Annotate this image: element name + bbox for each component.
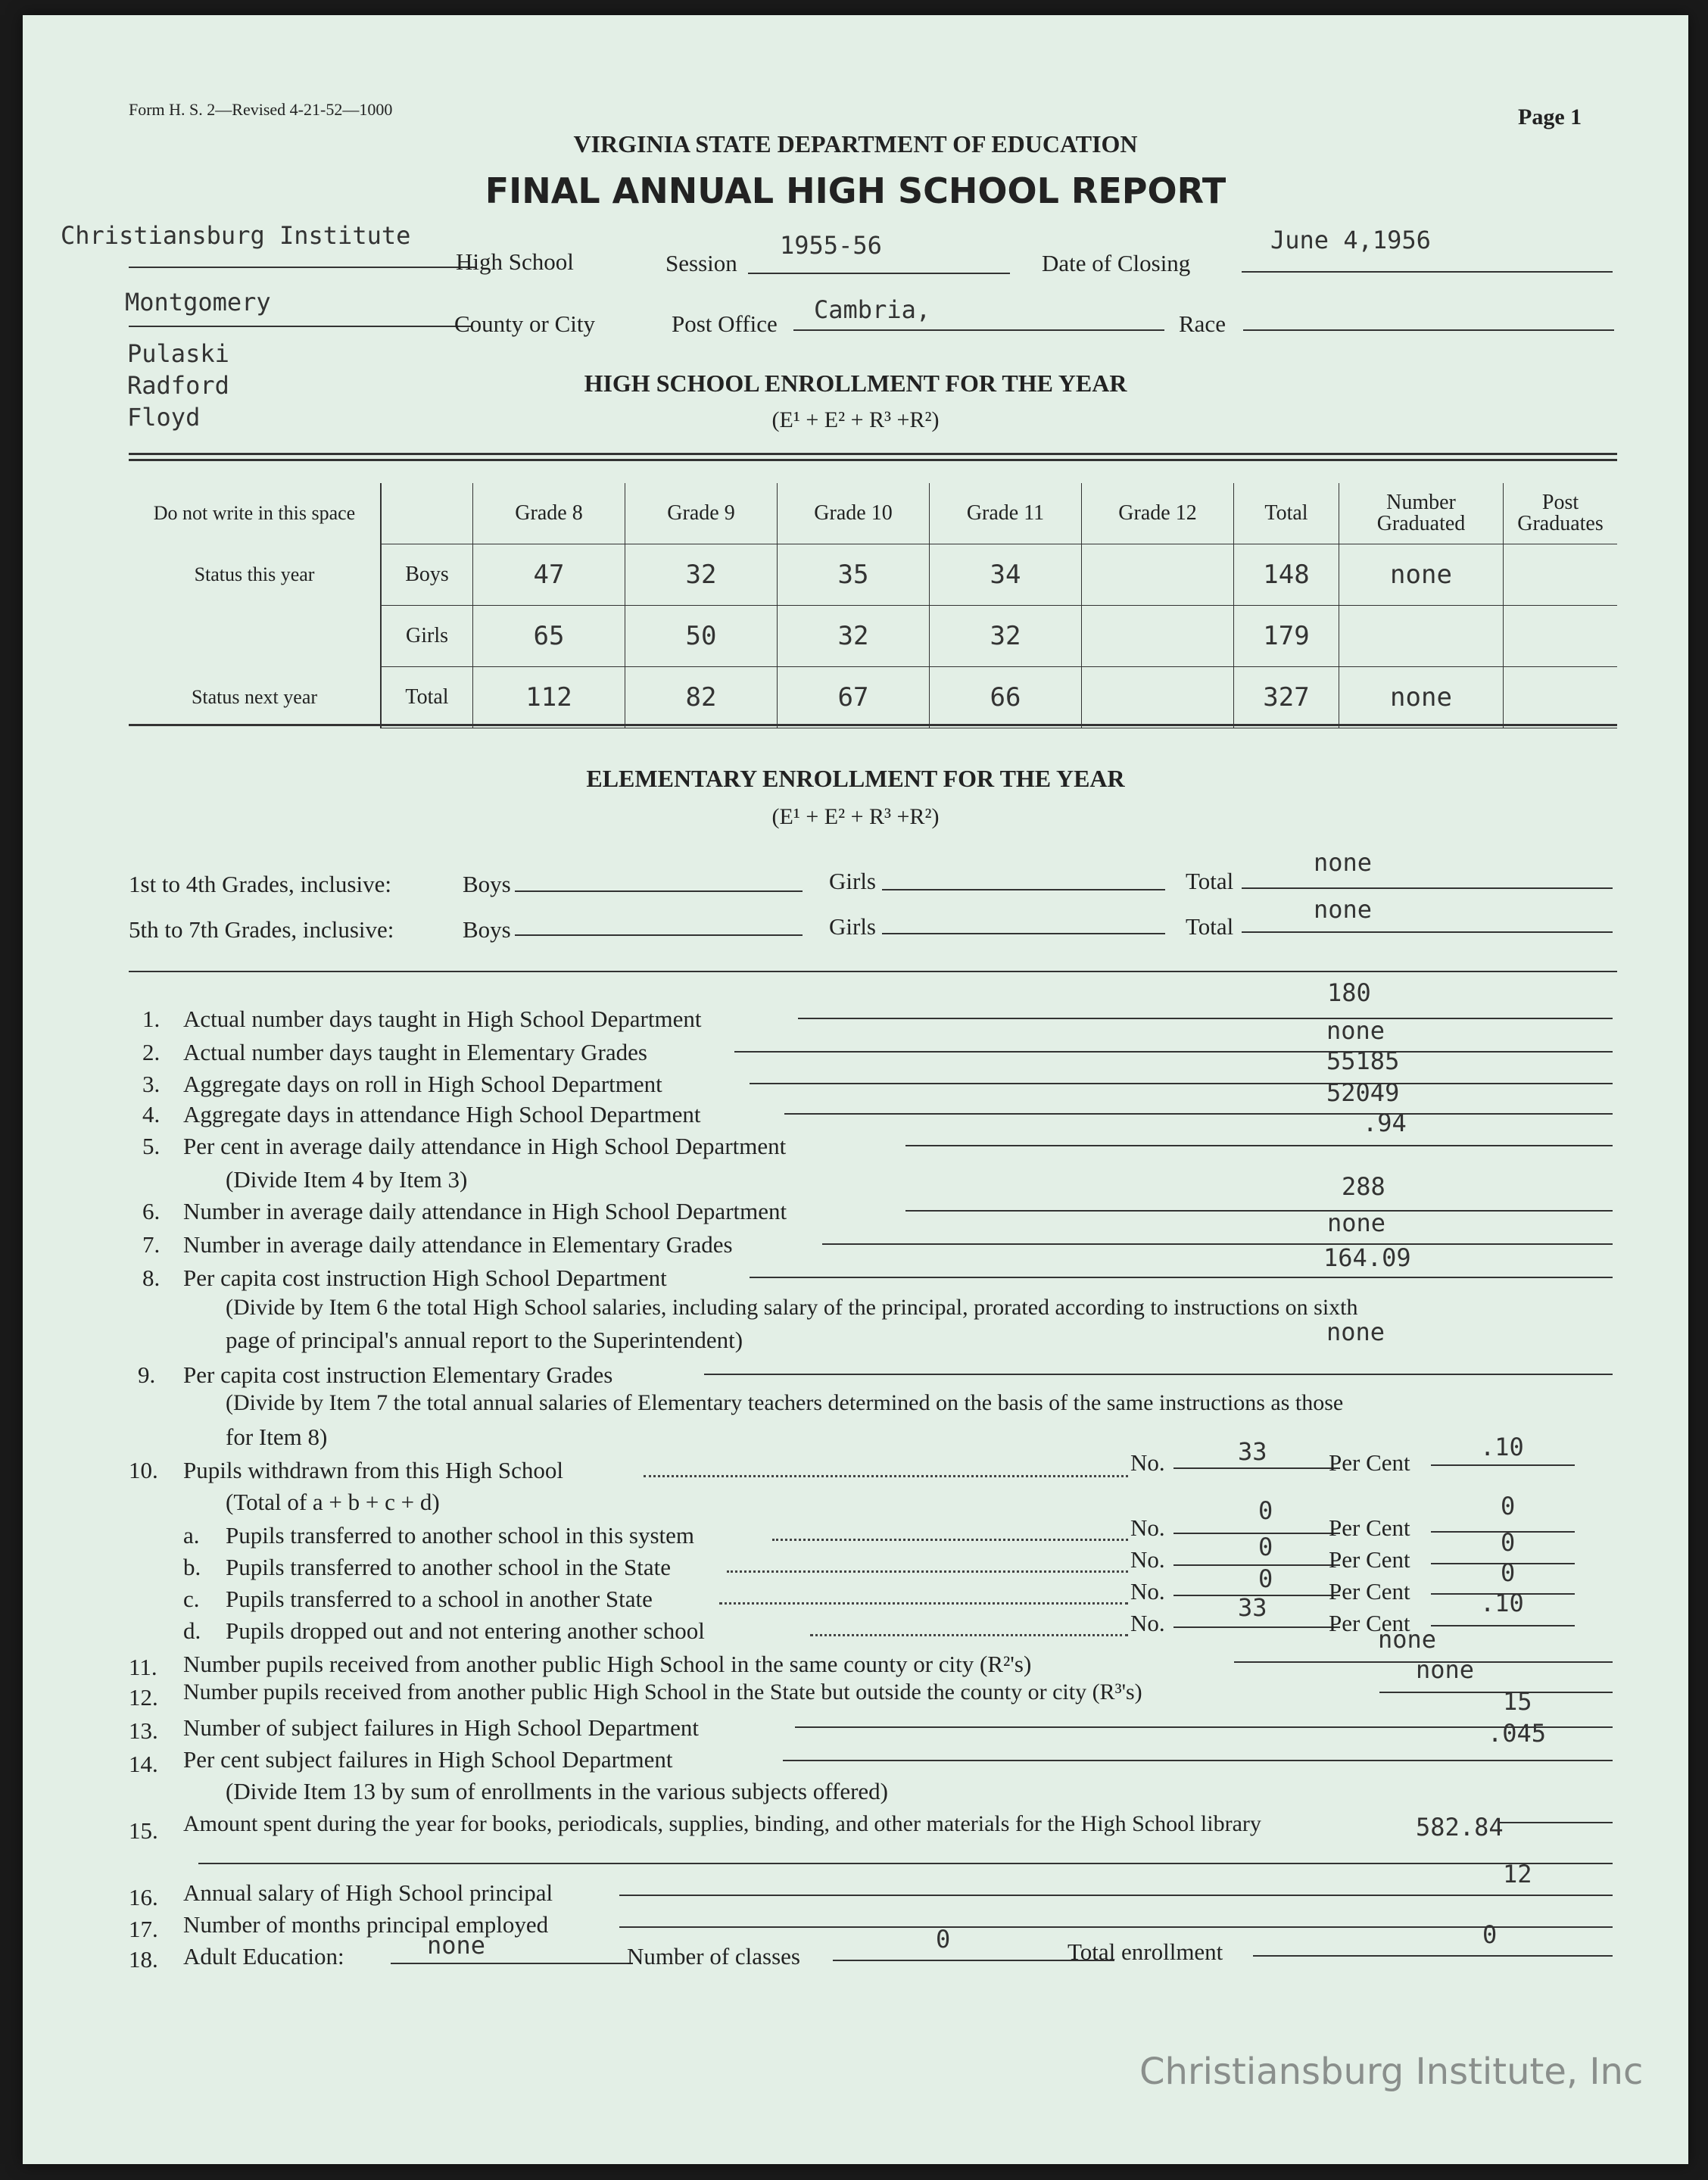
total-grade-12 <box>1082 667 1234 728</box>
item-7-num: 7. <box>142 1231 161 1258</box>
item-4-num: 4. <box>142 1101 161 1127</box>
item-17-value: 12 <box>1503 1860 1532 1888</box>
item-6-text: Number in average daily attendance in High School Department <box>183 1198 787 1224</box>
boys-post-graduates <box>1504 544 1618 606</box>
boys-total: 148 <box>1234 544 1339 606</box>
item-c-no-label: No. <box>1130 1578 1165 1605</box>
elem-row1-boys-label: Boys <box>463 871 511 897</box>
report-page <box>23 15 1688 2164</box>
item-14-value: .045 <box>1488 1719 1547 1748</box>
total-grade-10: 67 <box>778 667 930 728</box>
item-d-pct: .10 <box>1480 1589 1524 1617</box>
item-11-text: Number pupils received from another public High School in the same county or city (R²'s) <box>183 1651 1032 1677</box>
grand-total: 327 <box>1234 667 1339 728</box>
item-7-text: Number in average daily attendance in Elementary Grades <box>183 1231 733 1258</box>
item-b-no: 0 <box>1258 1533 1273 1561</box>
item-5-value: .94 <box>1363 1109 1407 1137</box>
county-pulaski: Pulaski <box>127 339 229 368</box>
item-d-text: Pupils dropped out and not entering another school <box>226 1617 705 1644</box>
row-girls-label: Girls <box>381 606 473 667</box>
item-18-classes-label: Number of classes <box>627 1943 800 1969</box>
item-16-num: 16. <box>129 1884 158 1910</box>
item-3-value: 55185 <box>1326 1046 1400 1075</box>
page-label: Page 1 <box>1518 104 1582 129</box>
col-grade-8: Grade 8 <box>473 483 625 544</box>
item-18-total-value: 0 <box>1482 1920 1498 1949</box>
item-10-text: Pupils withdrawn from this High School <box>183 1457 564 1483</box>
col-post-graduates: Post Graduates <box>1504 483 1618 544</box>
girls-post-graduates <box>1504 606 1618 667</box>
county-label: County or City <box>454 310 596 337</box>
item-9-text: Per capita cost instruction Elementary Grades <box>183 1361 613 1388</box>
item-9-note-2: for Item 8) <box>226 1424 328 1450</box>
item-15-text: Amount spent during the year for books, periodicals, supplies, binding, and other materials for the High School library <box>183 1811 1261 1836</box>
girls-grade-8: 65 <box>473 606 625 667</box>
form-id: Form H. S. 2—Revised 4-21-52—1000 <box>129 100 393 119</box>
item-10-pct-label: Per Cent <box>1329 1449 1410 1476</box>
item-a-pct-label: Per Cent <box>1329 1514 1410 1541</box>
item-8-value: 164.09 <box>1323 1243 1411 1272</box>
total-graduated: none <box>1339 667 1504 728</box>
school-value: Christiansburg Institute <box>61 221 411 250</box>
item-2-value: none <box>1326 1016 1385 1045</box>
col-grade-11: Grade 11 <box>930 483 1082 544</box>
item-17-text: Number of months principal employed <box>183 1911 549 1938</box>
girls-grade-10: 32 <box>778 606 930 667</box>
status-this-year: Status this year <box>129 544 381 606</box>
item-13-text: Number of subject failures in High School Department <box>183 1714 699 1741</box>
row-boys-label: Boys <box>381 544 473 606</box>
elem-row1-total: none <box>1314 848 1373 877</box>
item-8-num: 8. <box>142 1265 161 1291</box>
item-7-value: none <box>1327 1209 1386 1237</box>
elem-row2-total-label: Total <box>1186 913 1234 940</box>
item-d-label: d. <box>183 1617 201 1644</box>
item-9-num: 9. <box>138 1361 156 1388</box>
race-label: Race <box>1179 310 1226 337</box>
girls-total: 179 <box>1234 606 1339 667</box>
total-grade-9: 82 <box>625 667 778 728</box>
item-a-label: a. <box>183 1522 200 1548</box>
item-8-text: Per capita cost instruction High School Department <box>183 1265 667 1291</box>
closing-value: June 4,1956 <box>1270 226 1431 254</box>
boys-graduated: none <box>1339 544 1504 606</box>
session-label: Session <box>665 250 737 276</box>
item-18-value: none <box>427 1931 486 1960</box>
item-18-num: 18. <box>129 1946 158 1973</box>
boys-grade-10: 35 <box>778 544 930 606</box>
department: VIRGINIA STATE DEPARTMENT OF EDUCATION <box>573 130 1138 157</box>
elem-row2-total: none <box>1314 895 1373 924</box>
item-10-no-label: No. <box>1130 1449 1165 1476</box>
item-9-note-1: (Divide by Item 7 the total annual salaries of Elementary teachers determined on the basis of the same instructions as those <box>226 1390 1344 1415</box>
county-value: Montgomery <box>125 288 271 317</box>
item-c-pct: 0 <box>1501 1558 1516 1587</box>
item-c-no: 0 <box>1258 1564 1273 1593</box>
county-radford: Radford <box>127 371 229 400</box>
page-title: FINAL ANNUAL HIGH SCHOOL REPORT <box>485 170 1226 211</box>
elem-row1-label: 1st to 4th Grades, inclusive: <box>129 871 391 897</box>
item-6-value: 288 <box>1342 1172 1385 1201</box>
item-18-classes-value: 0 <box>936 1925 951 1954</box>
total-grade-11: 66 <box>930 667 1082 728</box>
item-d-no: 33 <box>1238 1593 1267 1622</box>
item-16-text: Annual salary of High School principal <box>183 1879 553 1906</box>
item-c-text: Pupils transferred to a school in another State <box>226 1586 653 1612</box>
school-label: High School <box>456 248 574 275</box>
col-grade-9: Grade 9 <box>625 483 778 544</box>
hs-enrollment-table <box>129 483 1617 728</box>
status-next-year: Status next year <box>129 667 381 728</box>
item-b-pct: 0 <box>1501 1528 1516 1557</box>
item-a-no: 0 <box>1258 1496 1273 1525</box>
county-floyd: Floyd <box>127 403 201 432</box>
boys-grade-12 <box>1082 544 1234 606</box>
item-c-pct-label: Per Cent <box>1329 1578 1410 1605</box>
item-10-num: 10. <box>129 1457 158 1483</box>
boys-grade-11: 34 <box>930 544 1082 606</box>
closing-label: Date of Closing <box>1042 250 1191 276</box>
hs-enrollment-title: HIGH SCHOOL ENROLLMENT FOR THE YEAR <box>584 370 1127 397</box>
item-3-num: 3. <box>142 1071 161 1097</box>
item-a-pct: 0 <box>1501 1492 1516 1520</box>
item-18-text: Adult Education: <box>183 1943 344 1969</box>
item-14-text: Per cent subject failures in High School Department <box>183 1746 673 1773</box>
item-d-no-label: No. <box>1130 1610 1165 1636</box>
item-1-num: 1. <box>142 1006 161 1032</box>
item-b-label: b. <box>183 1554 201 1580</box>
item-12-num: 12. <box>129 1684 158 1711</box>
item-a-no-label: No. <box>1130 1514 1165 1541</box>
girls-grade-9: 50 <box>625 606 778 667</box>
item-18-total-label: Total enrollment <box>1068 1938 1223 1965</box>
item-c-label: c. <box>183 1586 200 1612</box>
item-13-value: 15 <box>1503 1687 1532 1716</box>
item-11-num: 11. <box>129 1654 157 1680</box>
total-grade-8: 112 <box>473 667 625 728</box>
girls-graduated <box>1339 606 1504 667</box>
item-14-num: 14. <box>129 1751 158 1777</box>
col-number-graduated: Number Graduated <box>1339 483 1504 544</box>
item-2-num: 2. <box>142 1039 161 1065</box>
item-10-note: (Total of a + b + c + d) <box>226 1489 440 1515</box>
item-10-pct: .10 <box>1480 1433 1524 1461</box>
do-not-write: Do not write in this space <box>129 483 381 544</box>
item-10-no: 33 <box>1238 1437 1267 1466</box>
item-2-text: Actual number days taught in Elementary Grades <box>183 1039 647 1065</box>
item-15-num: 15. <box>129 1817 158 1844</box>
item-8-note-1: (Divide by Item 6 the total High School salaries, including salary of the principal, prorated according to instructions on sixth <box>226 1295 1358 1320</box>
col-total: Total <box>1234 483 1339 544</box>
post-office-label: Post Office <box>672 310 778 337</box>
item-d-pct-label: Per Cent <box>1329 1610 1410 1636</box>
item-11-value: none <box>1378 1625 1437 1654</box>
item-1-text: Actual number days taught in High School Department <box>183 1006 702 1032</box>
item-4-value: 52049 <box>1326 1078 1400 1107</box>
post-office-value: Cambria, <box>814 295 931 324</box>
hs-enrollment-formula: (E¹ + E² + R³ +R²) <box>771 407 940 432</box>
item-15-value: 582.84 <box>1416 1813 1504 1842</box>
item-a-text: Pupils transferred to another school in this system <box>226 1522 695 1548</box>
item-4-text: Aggregate days in attendance High School Department <box>183 1101 701 1127</box>
item-12-text: Number pupils received from another public High School in the State but outside the county or city (R³'s) <box>183 1679 1142 1704</box>
elem-row1-girls-label: Girls <box>829 868 876 894</box>
item-12-value: none <box>1416 1655 1475 1684</box>
elem-enrollment-formula: (E¹ + E² + R³ +R²) <box>771 804 940 829</box>
boys-grade-9: 32 <box>625 544 778 606</box>
item-13-num: 13. <box>129 1717 158 1744</box>
elem-row2-girls-label: Girls <box>829 913 876 940</box>
elem-row2-label: 5th to 7th Grades, inclusive: <box>129 916 394 943</box>
col-grade-10: Grade 10 <box>778 483 930 544</box>
item-17-num: 17. <box>129 1916 158 1942</box>
elem-row1-total-label: Total <box>1186 868 1234 894</box>
item-b-pct-label: Per Cent <box>1329 1546 1410 1573</box>
boys-grade-8: 47 <box>473 544 625 606</box>
item-8-note-2: page of principal's annual report to the Superintendent) <box>226 1327 743 1353</box>
item-1-value: 180 <box>1327 978 1371 1007</box>
col-grade-12: Grade 12 <box>1082 483 1234 544</box>
girls-grade-11: 32 <box>930 606 1082 667</box>
item-5-text: Per cent in average daily attendance in High School Department <box>183 1133 787 1159</box>
item-5-num: 5. <box>142 1133 161 1159</box>
elem-enrollment-title: ELEMENTARY ENROLLMENT FOR THE YEAR <box>586 765 1125 792</box>
item-b-no-label: No. <box>1130 1546 1165 1573</box>
item-b-text: Pupils transferred to another school in the State <box>226 1554 672 1580</box>
elem-row2-boys-label: Boys <box>463 916 511 943</box>
row-total-label: Total <box>381 667 473 728</box>
item-14-note: (Divide Item 13 by sum of enrollments in the various subjects offered) <box>226 1778 888 1804</box>
total-post-graduates <box>1504 667 1618 728</box>
item-3-text: Aggregate days on roll in High School Department <box>183 1071 662 1097</box>
item-6-num: 6. <box>142 1198 161 1224</box>
girls-grade-12 <box>1082 606 1234 667</box>
watermark: Christiansburg Institute, Inc <box>1139 2051 1644 2093</box>
session-value: 1955-56 <box>780 231 882 260</box>
item-8b-value: none <box>1326 1318 1385 1346</box>
item-5-note: (Divide Item 4 by Item 3) <box>226 1166 468 1193</box>
